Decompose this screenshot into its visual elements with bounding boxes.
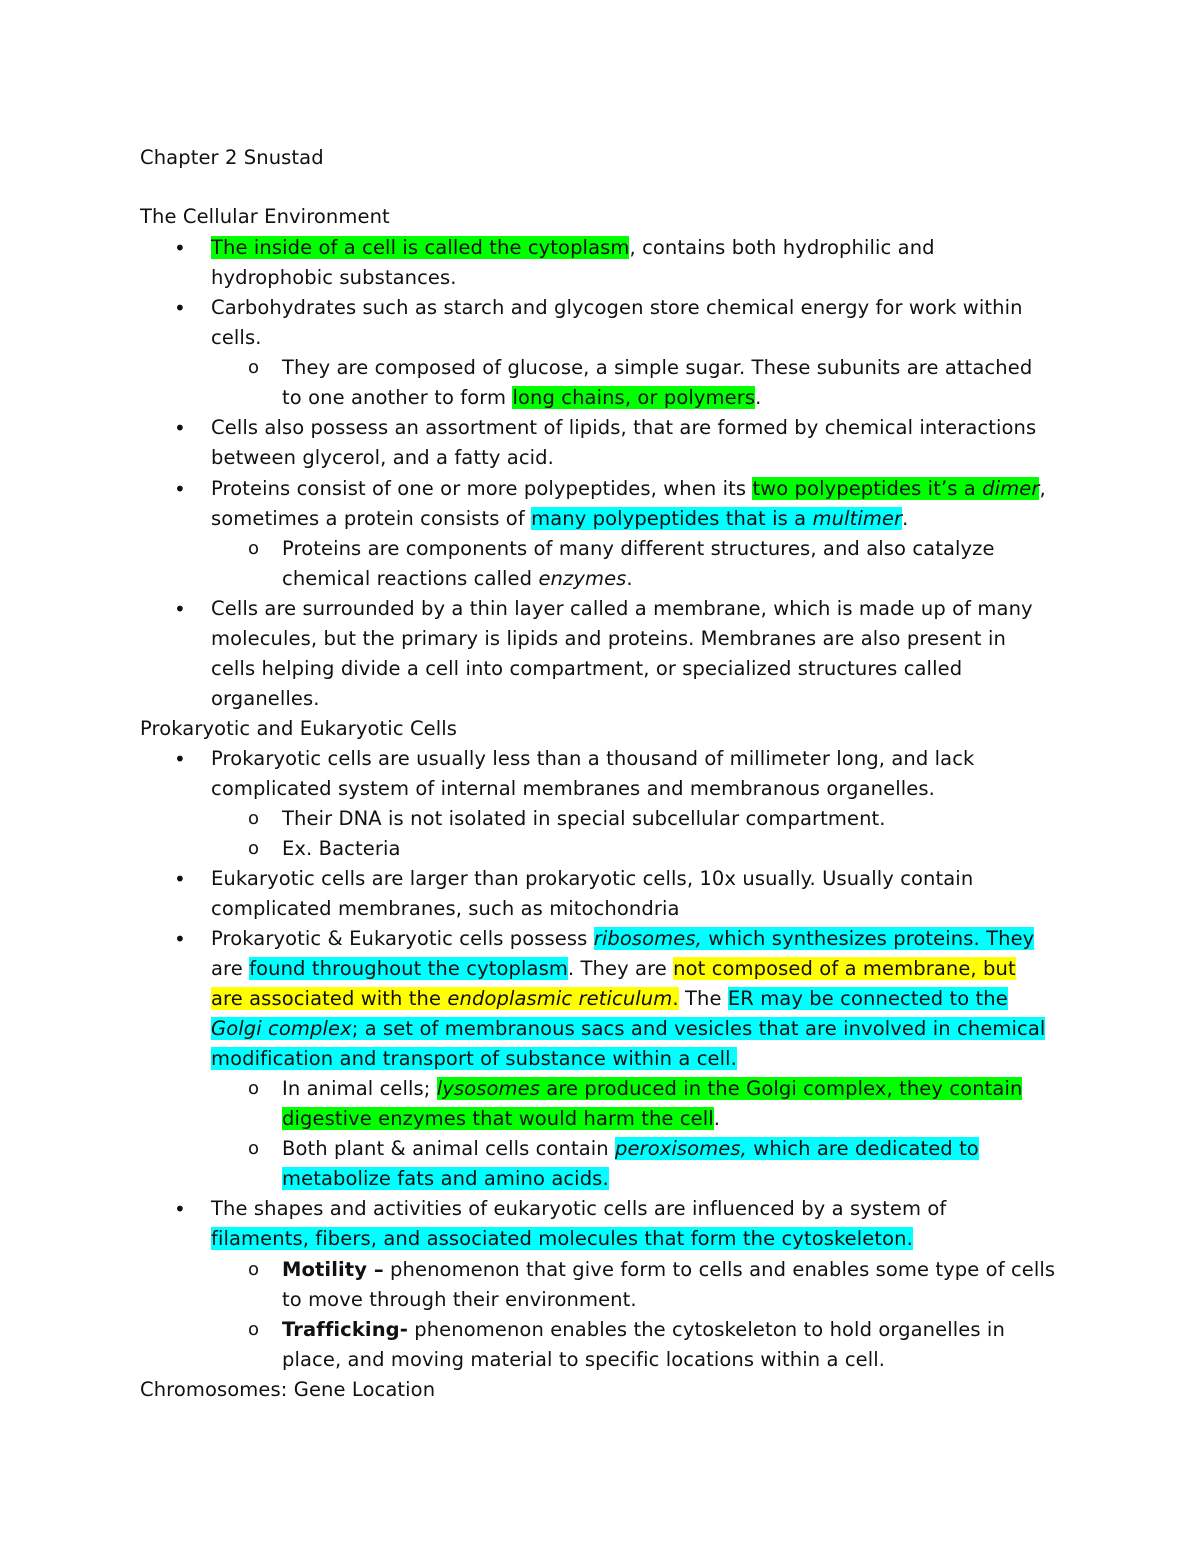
text-line: [282, 1315, 1005, 1345]
bullet-icon: •: [174, 1197, 186, 1221]
text-segment: Prokaryotic and Eukaryotic Cells: [140, 717, 458, 740]
text-segment: Motility –: [282, 1258, 384, 1281]
text-segment: ,: [1039, 477, 1046, 500]
heading-line: [140, 143, 324, 173]
sub-bullet-icon: o: [248, 1078, 260, 1099]
text-segment: Both plant & animal cells contain: [282, 1137, 616, 1160]
text-line: [211, 233, 935, 263]
highlighted-text: which synthesizes proteins. They: [701, 927, 1035, 950]
text-line: [211, 474, 1046, 504]
highlighted-text: Golgi complex: [211, 1017, 352, 1040]
bullet-icon: •: [174, 747, 186, 771]
text-segment: phenomenon that give form to cells and enables some type of cells: [383, 1258, 1056, 1281]
text-segment: between glycerol, and a fatty acid.: [211, 446, 554, 469]
text-line: [211, 504, 908, 534]
highlighted-text: metabolize fats and amino acids.: [282, 1167, 609, 1190]
text-line: [282, 383, 761, 413]
text-segment: Trafficking-: [282, 1318, 408, 1341]
text-line: [211, 1044, 737, 1074]
highlighted-text: lysosomes: [436, 1077, 540, 1100]
text-segment: Cells also possess an assortment of lipids, that are formed by chemical interactions: [211, 416, 1037, 439]
text-line: [282, 804, 886, 834]
text-segment: complicated system of internal membranes and membranous organelles.: [211, 777, 935, 800]
text-line: [211, 1194, 946, 1224]
text-line: [282, 1074, 1022, 1104]
text-line: [282, 564, 633, 594]
text-line: [211, 413, 1036, 443]
text-segment: Ex. Bacteria: [282, 837, 401, 860]
text-line: [282, 1255, 1055, 1285]
text-segment: .: [902, 507, 909, 530]
text-segment: . They are: [567, 957, 674, 980]
text-segment: hydrophobic substances.: [211, 266, 457, 289]
highlighted-text: are associated with the: [211, 987, 448, 1010]
highlighted-text: ribosomes,: [593, 927, 702, 950]
text-line: [282, 1134, 979, 1164]
highlighted-text: ; a set of membranous sacs and vesicles that are involved in chemical: [351, 1017, 1046, 1040]
sub-bullet-icon: o: [248, 1319, 260, 1340]
text-segment: .: [626, 567, 633, 590]
text-segment: Proteins consist of one or more polypeptides, when its: [211, 477, 753, 500]
text-line: [211, 984, 1008, 1014]
text-line: [211, 443, 554, 473]
text-line: [211, 954, 1016, 984]
text-segment: .: [755, 386, 762, 409]
heading-line: [140, 1375, 435, 1405]
text-segment: to move through their environment.: [282, 1288, 637, 1311]
text-line: [282, 534, 995, 564]
text-segment: phenomenon enables the cytoskeleton to hold organelles in: [407, 1318, 1005, 1341]
highlighted-text: .: [672, 987, 679, 1010]
text-segment: organelles.: [211, 687, 320, 710]
text-segment: Chromosomes: Gene Location: [140, 1378, 436, 1401]
bullet-icon: •: [174, 477, 186, 501]
text-segment: Prokaryotic & Eukaryotic cells possess: [211, 927, 594, 950]
highlighted-text: digestive enzymes that would harm the cell: [282, 1107, 714, 1130]
text-segment: cells helping divide a cell into compartment, or specialized structures called: [211, 657, 963, 680]
sub-bullet-icon: o: [248, 1259, 260, 1280]
text-line: [211, 1224, 913, 1254]
text-line: [282, 834, 401, 864]
bullet-icon: •: [174, 597, 186, 621]
text-line: [211, 924, 1034, 954]
text-line: [282, 1345, 885, 1375]
highlighted-text: found throughout the cytoplasm: [249, 957, 568, 980]
highlighted-text: two polypeptides it’s a: [752, 477, 983, 500]
text-segment: Prokaryotic cells are usually less than a thousand of millimeter long, and lack: [211, 747, 975, 770]
highlighted-text: modification and transport of substance within a cell.: [211, 1047, 737, 1070]
text-segment: In animal cells;: [282, 1077, 437, 1100]
text-line: [211, 323, 262, 353]
text-segment: sometimes a protein consists of: [211, 507, 532, 530]
text-line: [211, 263, 457, 293]
sub-bullet-icon: o: [248, 357, 260, 378]
text-line: [211, 293, 1023, 323]
text-segment: are: [211, 957, 250, 980]
text-segment: cells.: [211, 326, 262, 349]
text-line: [282, 1164, 609, 1194]
highlighted-text: multimer: [812, 507, 903, 530]
text-segment: Cells are surrounded by a thin layer called a membrane, which is made up of many: [211, 597, 1033, 620]
bullet-icon: •: [174, 927, 186, 951]
text-segment: Eukaryotic cells are larger than prokaryotic cells, 10x usually. Usually contain: [211, 867, 974, 890]
text-segment: The Cellular Environment: [140, 205, 390, 228]
bullet-icon: •: [174, 867, 186, 891]
text-line: [211, 864, 973, 894]
heading-line: [140, 714, 457, 744]
text-line: [282, 1104, 720, 1134]
highlighted-text: ER may be connected to the: [727, 987, 1008, 1010]
text-segment: complicated membranes, such as mitochondria: [211, 897, 680, 920]
sub-bullet-icon: o: [248, 838, 260, 859]
text-segment: Carbohydrates such as starch and glycogen store chemical energy for work within: [211, 296, 1023, 319]
text-segment: Chapter 2 Snustad: [140, 146, 324, 169]
text-line: [211, 1014, 1045, 1044]
text-line: [211, 744, 974, 774]
text-segment: molecules, but the primary is lipids and proteins. Membranes are also present in: [211, 627, 1006, 650]
text-segment: place, and moving material to specific locations within a cell.: [282, 1348, 886, 1371]
highlighted-text: endoplasmic reticulum: [447, 987, 673, 1010]
text-segment: They are composed of glucose, a simple sugar. These subunits are attached: [282, 356, 1033, 379]
sub-bullet-icon: o: [248, 1138, 260, 1159]
bullet-icon: •: [174, 416, 186, 440]
text-line: [211, 624, 1006, 654]
highlighted-text: not composed of a membrane, but: [673, 957, 1016, 980]
text-segment: Their DNA is not isolated in special subcellular compartment.: [282, 807, 886, 830]
text-line: [211, 654, 962, 684]
text-line: [211, 684, 320, 714]
text-segment: chemical reactions called: [282, 567, 539, 590]
highlighted-text: peroxisomes,: [615, 1137, 747, 1160]
text-segment: enzymes: [538, 567, 627, 590]
text-segment: The: [678, 987, 728, 1010]
text-segment: .: [713, 1107, 721, 1130]
text-segment: Proteins are components of many different structures, and also catalyze: [282, 537, 995, 560]
text-line: [211, 594, 1033, 624]
bullet-icon: •: [174, 236, 186, 260]
text-line: [282, 353, 1032, 383]
text-segment: The shapes and activities of eukaryotic cells are influenced by a system of: [211, 1197, 947, 1220]
highlighted-text: dimer: [982, 477, 1040, 500]
text-line: [211, 774, 935, 804]
bullet-icon: •: [174, 296, 186, 320]
text-line: [211, 894, 680, 924]
heading-line: [140, 202, 390, 232]
highlighted-text: which are dedicated to: [746, 1137, 979, 1160]
highlighted-text: long chains, or polymers: [512, 386, 756, 409]
highlighted-text: are produced in the Golgi complex, they contain: [539, 1077, 1023, 1100]
text-line: [282, 1285, 637, 1315]
sub-bullet-icon: o: [248, 538, 260, 559]
text-segment: , contains both hydrophilic and: [629, 236, 935, 259]
sub-bullet-icon: o: [248, 808, 260, 829]
highlighted-text: The inside of a cell is called the cytoplasm: [211, 236, 630, 259]
highlighted-text: many polypeptides that is a: [531, 507, 813, 530]
text-segment: to one another to form: [282, 386, 513, 409]
highlighted-text: filaments, fibers, and associated molecules that form the cytoskeleton.: [211, 1227, 913, 1250]
